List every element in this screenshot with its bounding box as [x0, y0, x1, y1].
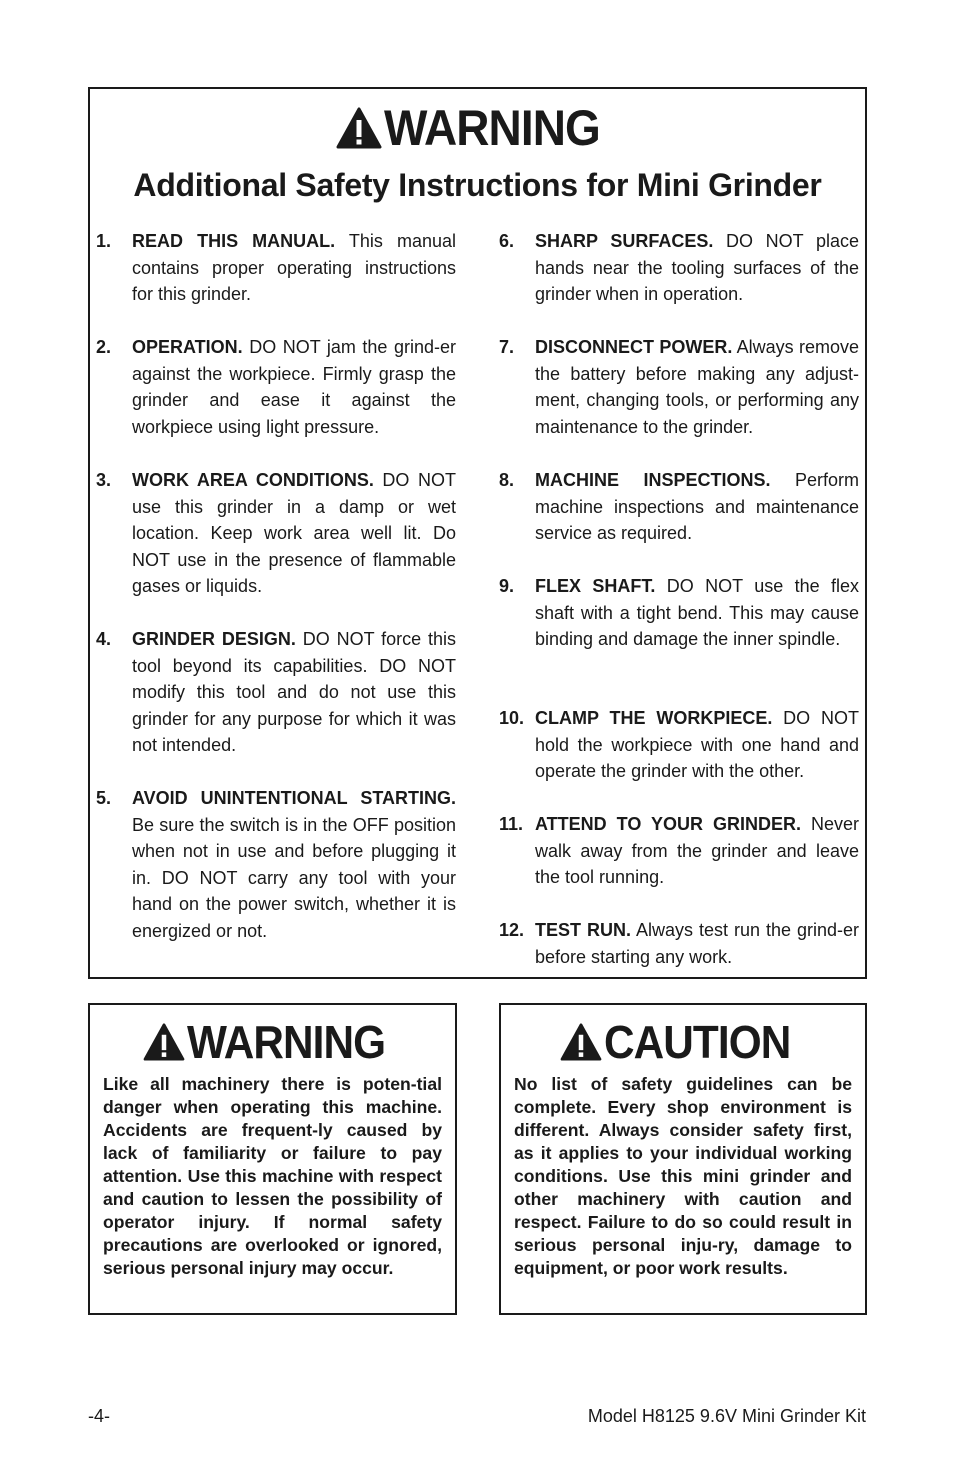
item-text: DO NOT jam the grind-er against the workpiece. Firmly grasp the grinder and ease it against the workpiece using light pressure.	[132, 337, 456, 437]
general-warning-box	[88, 1003, 457, 1315]
instruction-item	[499, 811, 859, 891]
item-lead: MACHINE INSPECTIONS.	[535, 470, 771, 490]
item-lead: AVOID UNINTENTIONAL STARTING.	[132, 788, 456, 808]
warning-triangle-icon	[143, 1023, 185, 1061]
instruction-item	[499, 573, 859, 653]
warning-header	[90, 1016, 455, 1068]
item-text: DO NOT use the flex shaft with a tight bend. This may cause binding and damage the inner spindle.	[535, 576, 859, 650]
item-number: 3.	[96, 470, 112, 490]
item-text: DO NOT use this grinder in a damp or wet location. Keep work area well lit. Do NOT use in the presence of flammable gases or liquids.	[132, 470, 456, 597]
caution-box	[499, 1003, 867, 1315]
item-lead: DISCONNECT POWER.	[535, 337, 733, 357]
caution-text: No list of safety guidelines can be complete. Every shop environment is different. Always consider safety first, as it applies to your individual working conditions. Use this mini grinder and other machinery with caution and respect. Failure to do so could result in serious personal inju-ry, damage to equipment, or poor work results.	[514, 1074, 852, 1278]
instruction-item	[96, 334, 456, 440]
instruction-item	[499, 705, 859, 785]
item-number: 12.	[499, 920, 525, 940]
item-lead: OPERATION.	[132, 337, 243, 357]
instruction-item	[499, 467, 859, 547]
instruction-item	[96, 228, 456, 308]
instruction-item	[96, 626, 456, 759]
item-lead: READ THIS MANUAL.	[132, 231, 336, 251]
page-number: -4-	[88, 1406, 110, 1426]
section-heading: Additional Safety Instructions for Mini Grinder	[133, 167, 822, 203]
item-text: Always test run the grind-er before starting any work.	[535, 920, 859, 967]
item-lead: ATTEND TO YOUR GRINDER.	[535, 814, 801, 834]
warning-text: Like all machinery there is poten-tial danger when operating this machine. Accidents are frequent-ly caused by lack of familiarity or failure to pay attention. Use this machine with respect and caution to lessen the possibility of operator injury. If normal safety precautions are overlooked or ignored, serious personal injury may occur.	[103, 1074, 442, 1278]
item-number: 5.	[96, 788, 112, 808]
item-lead: TEST RUN.	[535, 920, 631, 940]
item-number: 9.	[499, 576, 515, 596]
instruction-item	[499, 917, 859, 970]
item-text: DO NOT place hands near the tooling surfaces of the grinder when in operation.	[535, 231, 859, 305]
item-text: Perform machine inspections and maintenance service as required.	[535, 470, 859, 544]
model-name: Model H8125 9.6V Mini Grinder Kit	[587, 1406, 866, 1426]
item-number: 6.	[499, 231, 515, 251]
item-number: 7.	[499, 337, 515, 357]
item-text: This manual contains proper operating instructions for this grinder.	[132, 231, 456, 305]
item-lead: SHARP SURFACES.	[535, 231, 714, 251]
warning-triangle-icon	[560, 1023, 602, 1061]
item-lead: CLAMP THE WORKPIECE.	[535, 708, 773, 728]
item-lead: FLEX SHAFT.	[535, 576, 656, 596]
safety-instructions-box	[88, 87, 867, 979]
warning-triangle-icon	[336, 107, 382, 149]
item-text: Be sure the switch is in the OFF position when not in use and before plugging it in. DO NOT carry any tool with your hand on the power switch, whether it is energized or not.	[132, 814, 456, 941]
instruction-item	[96, 785, 456, 945]
item-number: 2.	[96, 337, 112, 357]
item-number: 8.	[499, 470, 515, 490]
caution-header	[501, 1016, 865, 1068]
instruction-item	[499, 228, 859, 308]
item-number: 4.	[96, 629, 112, 649]
instruction-item	[499, 334, 859, 440]
item-text: Never walk away from the grinder and leave the tool running.	[535, 814, 860, 888]
signal-word: CAUTION	[603, 1016, 791, 1068]
warning-header	[90, 100, 865, 156]
item-text: Always remove the battery before making any adjust-ment, changing tools, or performing any maintenance to the grinder.	[535, 337, 859, 437]
item-number: 11.	[499, 814, 524, 834]
item-lead: GRINDER DESIGN.	[132, 629, 296, 649]
item-text: DO NOT hold the workpiece with one hand and operate the grinder with the other.	[535, 708, 859, 782]
signal-word: WARNING	[186, 1016, 385, 1068]
item-lead: WORK AREA CONDITIONS.	[132, 470, 374, 490]
signal-word: WARNING	[384, 100, 601, 156]
instruction-item	[96, 467, 456, 600]
item-number: 1.	[96, 231, 112, 251]
item-number: 10.	[499, 708, 525, 728]
item-text: DO NOT force this tool beyond its capabilities. DO NOT modify this tool and do not use this grinder for any purpose for which it was not intended.	[132, 629, 456, 756]
